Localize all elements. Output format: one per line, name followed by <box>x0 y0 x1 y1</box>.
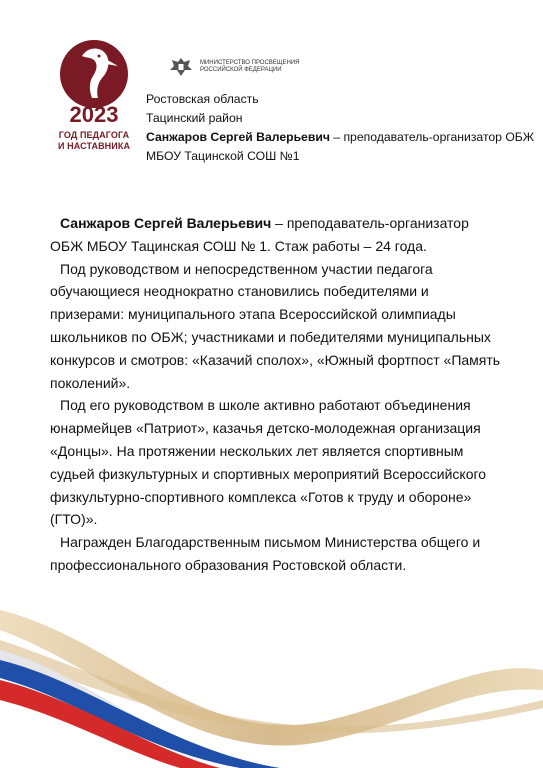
paragraph-2: Под руководством и непосредственном участии педагога обучающиеся неоднократно становились победителями и призерами: муниципального этапа Всероссийской олимпиады школьников по ОБЖ; участниками и победителями муниципальных конкурсов и смотров: «Казачий сполох», «Южный фортпост «Память поколений». <box>50 260 501 391</box>
biography-text <box>50 212 502 577</box>
ministry-line1: МИНИСТЕРСТВО ПРОСВЕЩЕНИЯ <box>200 60 300 66</box>
logo-year: 2023 <box>69 102 119 127</box>
paragraph-1-name: Санжаров Сергей Валерьевич <box>60 215 272 231</box>
logo-caption-line1: ГОД ПЕДАГОГА <box>58 130 130 140</box>
header-info <box>146 90 534 166</box>
paragraph-3: Под его руководством в школе активно работают объединения юнармейцев «Патриот», казачья детско-молодежная организация «Донцы». На протяжении нескольких лет является спортивным судьей физкультурных и спортивных мероприятий Всероссийского физкультурно-спортивного комплекса «Готов к труду и обороне» (ГТО)». <box>50 397 487 528</box>
header-school: МБОУ Тацинской СОШ №1 <box>146 149 300 163</box>
paragraph-4: Награжден Благодарственным письмом Министерства общего и профессионального образования Ростовской области. <box>50 534 481 573</box>
header-name: Санжаров Сергей Валерьевич <box>146 130 330 144</box>
ministry-block <box>168 56 340 78</box>
header-district: Тацинский район <box>146 111 243 125</box>
flag-ribbon-decoration <box>0 600 543 768</box>
header-position: – преподаватель-организатор ОБЖ <box>329 130 535 144</box>
paragraph-1 <box>50 212 502 258</box>
logo-caption-line2: И НАСТАВНИКА <box>57 141 131 151</box>
header-region: Ростовская область <box>146 92 259 106</box>
pelican-emblem-icon <box>52 36 136 128</box>
logo-caption <box>52 130 136 152</box>
header-name-line <box>146 128 534 147</box>
double-headed-eagle-icon <box>168 56 194 78</box>
ministry-name <box>200 60 340 74</box>
year-of-teacher-logo <box>52 36 136 152</box>
ministry-line2: РОССИЙСКОЙ ФЕДЕРАЦИИ <box>200 67 282 73</box>
paragraph-1-rest: – преподаватель-организатор ОБЖ МБОУ Тацинская СОШ № 1. Стаж работы – 24 года. <box>50 215 469 254</box>
